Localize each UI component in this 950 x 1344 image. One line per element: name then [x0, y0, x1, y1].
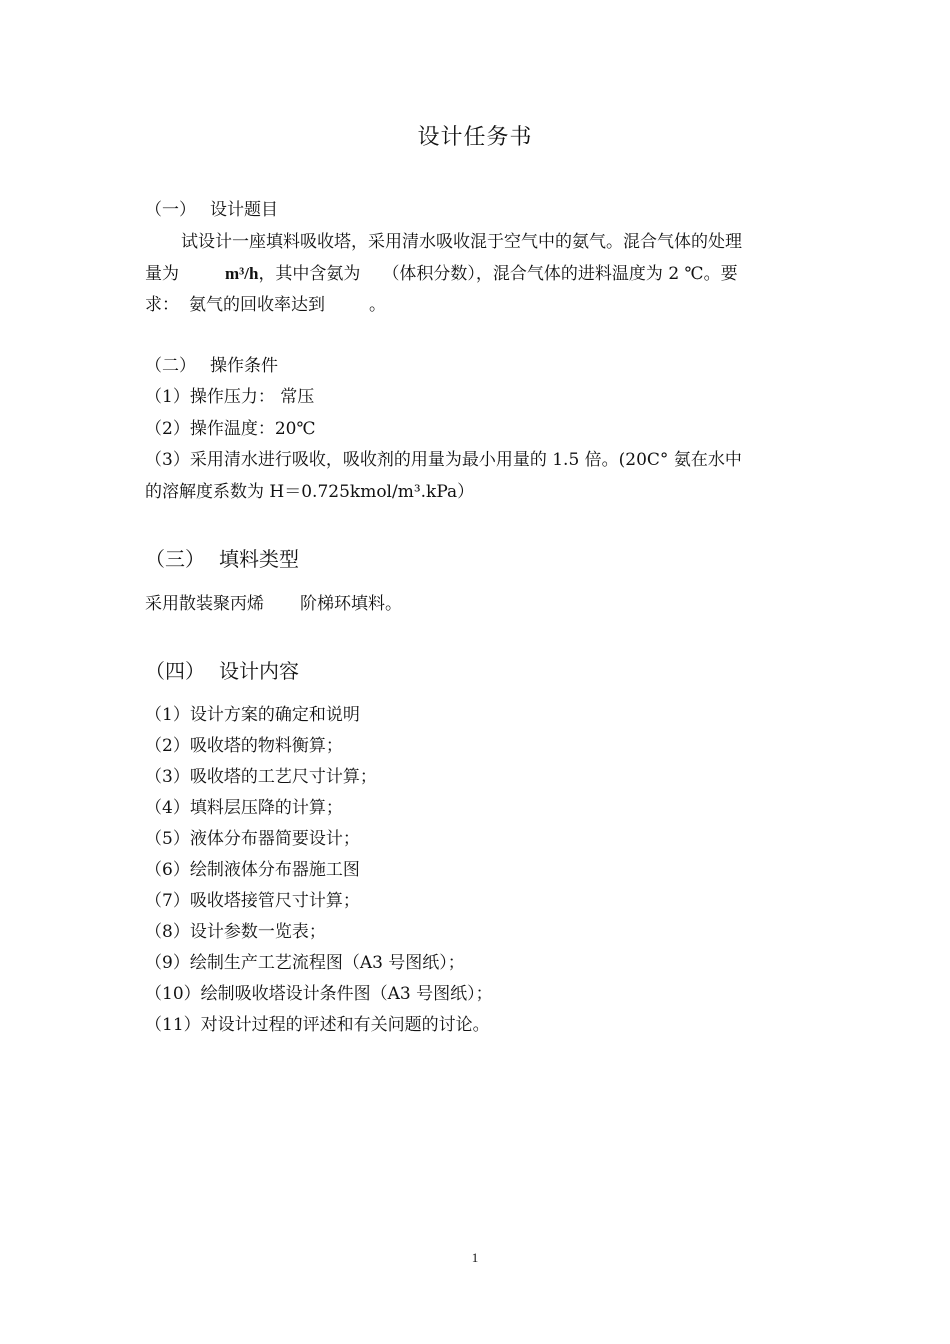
section1-heading-text: 设计题目: [210, 200, 278, 220]
flow-unit: m³/h: [225, 264, 259, 283]
content-item: （2）吸收塔的物料衡算；: [145, 736, 343, 756]
content-item: （11）对设计过程的评述和有关问题的讨论。: [145, 1015, 490, 1035]
section4-heading-text: 设计内容: [219, 659, 299, 683]
section3-heading-text: 填料类型: [219, 547, 299, 571]
content-item: （8）设计参数一览表；: [145, 922, 326, 942]
para-line2-c: （体积分数），混合气体的进料温度为 2 ℃。要: [382, 264, 738, 284]
para-line3-c: 。: [369, 295, 386, 315]
condition-item: （1）操作压力： 常压: [145, 387, 315, 407]
packing-text-a: 采用散装聚丙烯: [145, 594, 264, 614]
section2-heading-text: 操作条件: [210, 356, 278, 376]
section1-para-line1: 试设计一座填料吸收塔，采用清水吸收混于空气中的氨气。混合气体的处理: [181, 232, 742, 252]
para-line3-b: 氨气的回收率达到: [189, 295, 325, 315]
page-title: 设计任务书: [417, 125, 533, 150]
para-line3-a: 求：: [145, 295, 179, 315]
page-number: 1: [471, 1250, 479, 1265]
section3-heading: [145, 547, 810, 571]
condition-item: （3）采用清水进行吸收，吸收剂的用量为最小用量的 1.5 倍。(20C° 氨在水中: [145, 450, 742, 470]
section1-heading: [145, 200, 810, 220]
section2-heading-num: （二）: [145, 356, 196, 376]
section3-heading-num: （三）: [145, 547, 205, 571]
content-item: （1）设计方案的确定和说明: [145, 705, 360, 725]
section1-para-line2: [145, 264, 810, 284]
section4-heading-num: （四）: [145, 659, 205, 683]
para-line2-b: ，其中含氨为: [258, 264, 361, 284]
content-item: （5）液体分布器简要设计；: [145, 829, 360, 849]
content-item: （6）绘制液体分布器施工图: [145, 860, 360, 880]
content-item: （7）吸收塔接管尺寸计算；: [145, 891, 360, 911]
packing-text-b: 阶梯环填料。: [300, 594, 402, 614]
section1-para-line3: [145, 295, 810, 315]
section2-heading: [145, 356, 810, 376]
content-item: （4）填料层压降的计算；: [145, 798, 343, 818]
content-item: （3）吸收塔的工艺尺寸计算；: [145, 767, 377, 787]
section1-heading-num: （一）: [145, 200, 196, 220]
section4-heading: [145, 659, 810, 683]
condition-item: 的溶解度系数为 H＝0.725kmol/m³.kPa）: [145, 482, 475, 502]
content-item: （10）绘制吸收塔设计条件图（A3 号图纸）；: [145, 984, 493, 1004]
content-item: （9）绘制生产工艺流程图（A3 号图纸）；: [145, 953, 465, 973]
packing-type-text: [145, 594, 810, 614]
condition-item: （2）操作温度：20℃: [145, 419, 316, 439]
para-line2-a: 量为: [145, 264, 179, 284]
